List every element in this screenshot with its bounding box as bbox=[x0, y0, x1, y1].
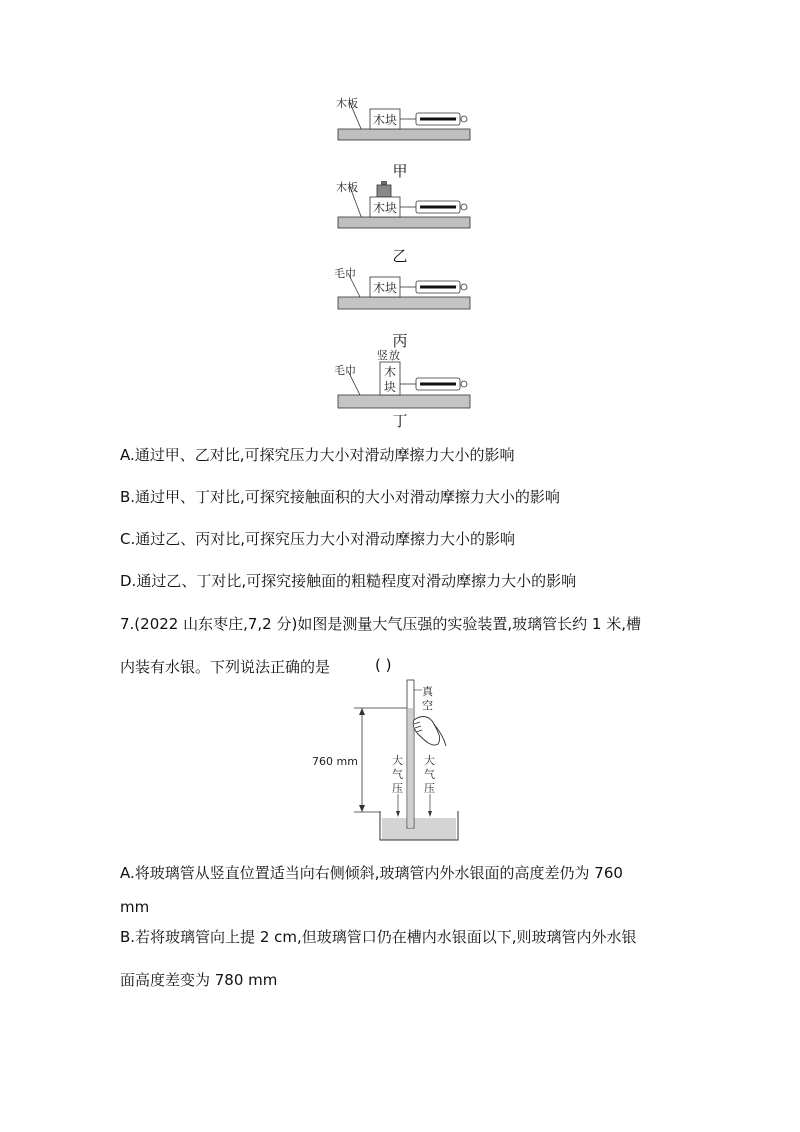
q7-option-a-line2: mm bbox=[120, 898, 150, 916]
arrow-down-icon bbox=[396, 811, 400, 817]
block-label: 木块 bbox=[373, 113, 398, 127]
towel-board bbox=[338, 297, 470, 309]
wooden-board bbox=[338, 217, 470, 228]
board-label: 木板 bbox=[336, 97, 358, 110]
mercury-column bbox=[408, 708, 413, 828]
atm-right-2: 气 bbox=[424, 768, 435, 781]
vacuum-label-1: 真 bbox=[422, 685, 433, 698]
atm-left-3: 压 bbox=[392, 782, 403, 795]
q7-option-a-line1: A.将玻璃管从竖直位置适当向右侧倾斜,玻璃管内外水银面的高度差仍为 760 bbox=[120, 864, 623, 882]
arrow-up-icon bbox=[359, 708, 365, 715]
block-label: 木块 bbox=[373, 201, 398, 215]
height-label: 760 mm bbox=[312, 755, 358, 768]
board-label: 木板 bbox=[336, 181, 358, 194]
block-label: 木块 bbox=[373, 281, 398, 295]
q7-option-b-line1: B.若将玻璃管向上提 2 cm,但玻璃管口仍在槽内水银面以下,则玻璃管内外水银 bbox=[120, 928, 637, 946]
q7-stem-line1: 7.(2022 山东枣庄,7,2 分)如图是测量大气压强的实验装置,玻璃管长约 1 米,槽 bbox=[120, 615, 641, 633]
atm-left-1: 大 bbox=[392, 754, 403, 767]
q6-option-c: C.通过乙、丙对比,可探究压力大小对滑动摩擦力大小的影响 bbox=[120, 530, 516, 548]
setup-ding bbox=[330, 345, 480, 410]
caption-yi: 乙 bbox=[392, 247, 408, 265]
towel-label: 毛巾 bbox=[334, 364, 356, 377]
q7-answer-blank: ( ) bbox=[375, 656, 392, 674]
q7-option-b-line2: 面高度差变为 780 mm bbox=[120, 971, 278, 989]
q6-option-a: A.通过甲、乙对比,可探究压力大小对滑动摩擦力大小的影响 bbox=[120, 446, 515, 464]
caption-bing: 丙 bbox=[392, 332, 408, 350]
atm-left-2: 气 bbox=[392, 768, 403, 781]
q7-stem-line2: 内装有水银。下列说法正确的是 bbox=[120, 658, 331, 676]
setup-yi bbox=[330, 177, 480, 232]
caption-jia: 甲 bbox=[392, 162, 408, 180]
hand-icon bbox=[413, 717, 439, 746]
atm-right-3: 压 bbox=[424, 782, 435, 795]
atm-right-1: 大 bbox=[424, 754, 435, 767]
setup-jia bbox=[330, 95, 480, 145]
weight-knob bbox=[381, 181, 387, 185]
towel-label: 毛巾 bbox=[334, 267, 356, 280]
q6-option-b: B.通过甲、丁对比,可探究接触面积的大小对滑动摩擦力大小的影响 bbox=[120, 488, 560, 506]
weight bbox=[377, 185, 391, 197]
setup-bing bbox=[330, 265, 480, 315]
arrow-down-icon bbox=[359, 805, 365, 812]
vacuum-label-2: 空 bbox=[422, 699, 433, 712]
mercury-in-trough bbox=[382, 818, 456, 840]
block-label-top: 木 bbox=[384, 365, 397, 379]
upright-label-1: 竖 bbox=[377, 349, 388, 362]
q6-option-d: D.通过乙、丁对比,可探究接触面的粗糙程度对滑动摩擦力大小的影响 bbox=[120, 572, 577, 590]
wooden-board bbox=[338, 129, 470, 140]
towel-board bbox=[338, 395, 470, 408]
arrow-down-icon bbox=[428, 811, 432, 817]
barometer-figure bbox=[310, 676, 470, 846]
block-label-bottom: 块 bbox=[384, 380, 397, 394]
upright-label-2: 放 bbox=[389, 349, 400, 362]
caption-ding: 丁 bbox=[392, 412, 408, 430]
